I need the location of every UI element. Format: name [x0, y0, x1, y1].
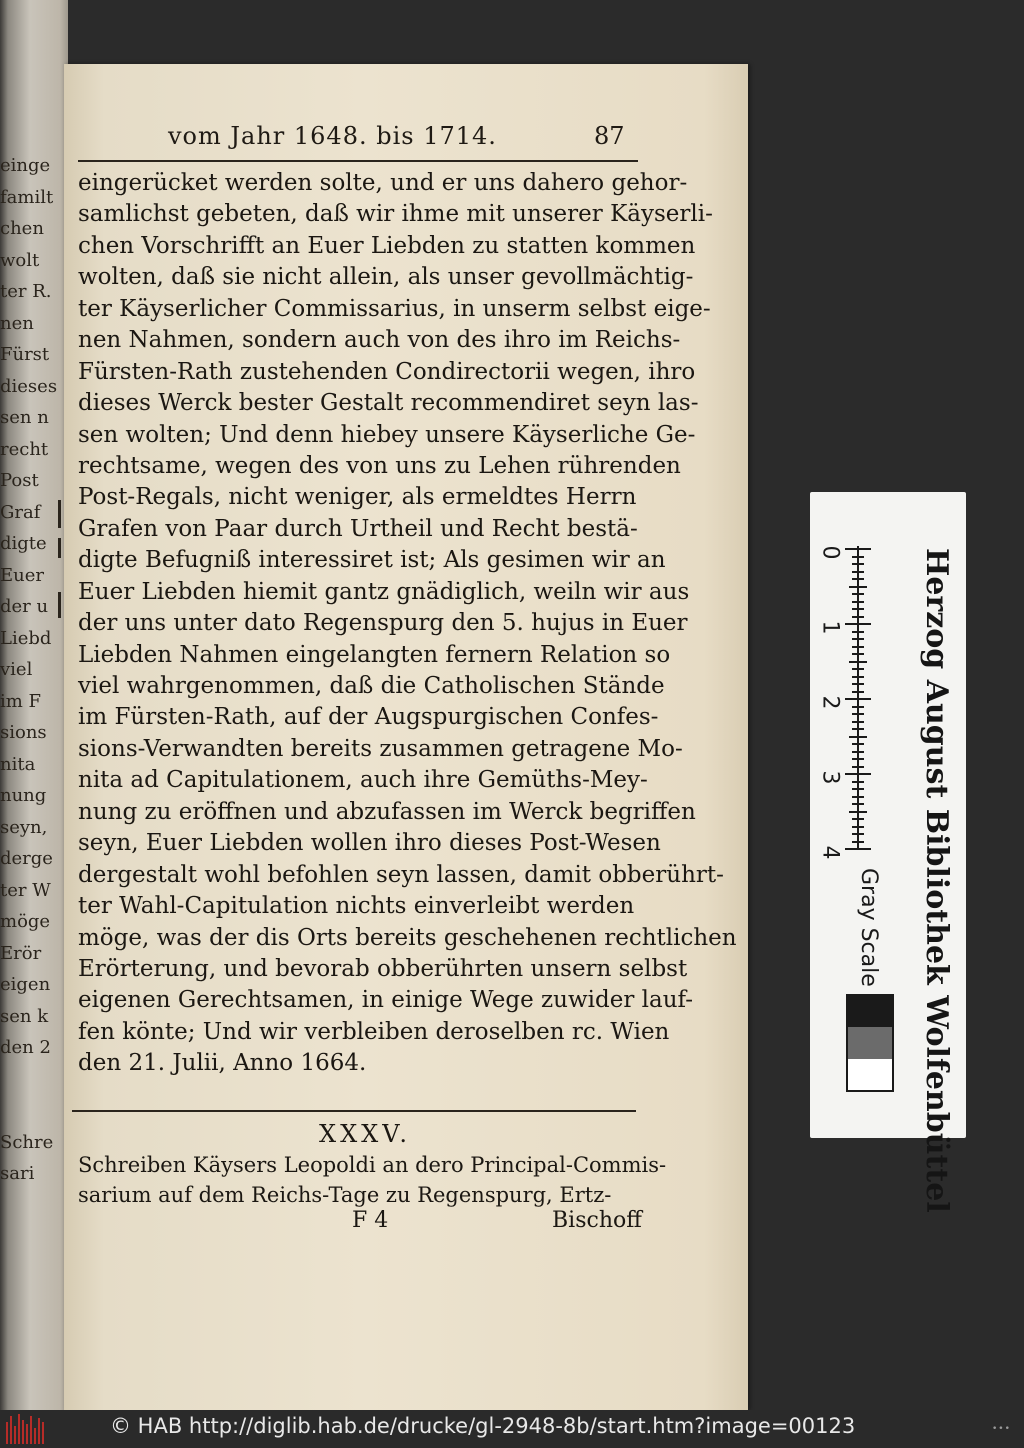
previous-page-line: Euer	[0, 564, 44, 586]
ruler-tick	[852, 578, 864, 580]
gray-scale-label: Gray Scale	[856, 868, 881, 987]
body-line: rechtsame, wegen des von uns zu Lehen rührenden	[78, 452, 681, 479]
barcode-icon	[6, 1412, 46, 1444]
body-line: sen wolten; Und denn hiebey unsere Käyserliche Ge-	[78, 421, 696, 448]
ruler-tick	[845, 773, 871, 775]
ruler-number: 0	[817, 545, 843, 560]
ruler-number: 2	[817, 695, 843, 710]
body-text	[78, 168, 737, 1080]
body-line: Erörterung, und bevorab obberührten unsern selbst	[78, 955, 688, 982]
ruler-tick	[852, 721, 864, 723]
previous-page-line: nen	[0, 312, 34, 334]
section-line: sarium auf dem Reichs-Tage zu Regenspurg, Ertz-	[78, 1183, 612, 1207]
ruler-tick	[852, 788, 864, 790]
previous-page-line: ter W	[0, 879, 51, 901]
previous-page-line	[0, 1064, 62, 1096]
body-line: eigenen Gerechtsamen, in einige Wege zuwider lauf-	[78, 987, 693, 1014]
previous-page-line: der u	[0, 596, 49, 617]
body-line: ter Käyserlicher Commissarius, in unserm selbst eige-	[78, 295, 711, 322]
body-line: sions-Verwandten bereits zusammen getragene Mo-	[78, 735, 683, 762]
previous-page-line: sen n	[0, 407, 49, 428]
body-line: im Fürsten-Rath, auf der Augspurgischen Confes-	[78, 704, 659, 731]
barcode-bar	[22, 1420, 24, 1444]
previous-page-line: Erör	[0, 942, 42, 964]
ruler-tick	[852, 653, 864, 655]
previous-page-line: derge	[0, 848, 53, 869]
section-number: XXXV.	[318, 1120, 412, 1148]
body-line: samlichst gebeten, daß wir ihme mit unserer Käyserli-	[78, 201, 713, 228]
ruler-tick	[852, 601, 864, 603]
section-line: Schreiben Käysers Leopoldi an dero Principal-Commis-	[78, 1153, 667, 1177]
previous-page-line: möge	[0, 911, 51, 932]
previous-page-line: dieses	[0, 375, 58, 397]
body-line: Liebden Nahmen eingelangten fernern Relation so	[78, 641, 671, 668]
previous-page-line: familt	[0, 186, 54, 208]
body-line: digte Befugniß interessiret ist; Als gesimen wir an	[78, 547, 666, 574]
ruler-tick	[852, 728, 864, 730]
ruler-tick	[852, 691, 864, 693]
footer-copyright-link[interactable]: © HAB http://diglib.hab.de/drucke/gl-2948-8b/start.htm?image=00123	[110, 1414, 856, 1438]
section-rule	[72, 1110, 636, 1112]
previous-page-line: digte	[0, 533, 47, 554]
previous-page-line: sions	[0, 722, 47, 743]
ruler	[818, 540, 878, 860]
ruler-tick	[845, 848, 871, 850]
library-name: Herzog August Bibliothek Wolfenbüttel	[919, 548, 954, 1213]
previous-page-line: Fürst	[0, 344, 50, 365]
ruler-tick	[852, 743, 864, 745]
running-head: vom Jahr 1648. bis 1714.	[168, 122, 497, 150]
ruler-number: 4	[817, 845, 843, 860]
catchword: Bischoff	[552, 1208, 642, 1233]
previous-page-line: nita	[0, 753, 36, 775]
ruler-tick	[852, 758, 864, 760]
gray-swatch	[848, 1027, 892, 1058]
ruler-tick	[852, 706, 864, 708]
barcode-bar	[30, 1416, 32, 1444]
page-number: 87	[594, 122, 625, 150]
previous-page-line	[0, 1095, 62, 1127]
ruler-tick	[852, 608, 864, 610]
previous-page-line: eigen	[0, 974, 51, 995]
body-line: Post-Regals, nicht weniger, als ermeldtes Herrn	[78, 484, 637, 511]
previous-page-line: Liebd	[0, 627, 52, 649]
previous-page-line: wolt	[0, 249, 40, 271]
gray-swatch	[848, 1059, 892, 1090]
ruler-tick	[852, 826, 864, 828]
ruler-tick	[852, 766, 864, 768]
previous-page-line: seyn,	[0, 816, 48, 838]
ruler-number: 3	[817, 770, 843, 785]
barcode-bar	[6, 1422, 8, 1444]
previous-page-line: nung	[0, 785, 47, 806]
barcode-bar	[42, 1422, 44, 1444]
ruler-tick	[852, 781, 864, 783]
previous-page-line: Post	[0, 470, 39, 491]
previous-page-line: einge	[0, 155, 51, 176]
previous-page-line: sen k	[0, 1005, 49, 1027]
previous-page-fragment	[0, 150, 62, 1210]
ruler-tick	[849, 661, 867, 663]
barcode-bar	[18, 1414, 20, 1444]
ruler-tick	[849, 736, 867, 738]
ruler-tick	[852, 676, 864, 678]
body-line: fen könte; Und wir verbleiben deroselben rc. Wien	[78, 1018, 670, 1045]
ruler-tick	[852, 668, 864, 670]
ruler-tick	[852, 751, 864, 753]
margin-marks	[56, 500, 66, 620]
body-line: nen Nahmen, sondern auch von des ihro im Reichs-	[78, 327, 681, 354]
ruler-tick	[845, 548, 871, 550]
barcode-bar	[34, 1428, 36, 1444]
body-line: Fürsten-Rath zustehenden Condirectorii wegen, ihro	[78, 358, 696, 385]
signature-mark: F 4	[352, 1208, 389, 1233]
barcode-bar	[38, 1418, 40, 1444]
ruler-tick	[852, 631, 864, 633]
ruler-tick	[852, 571, 864, 573]
previous-page-line: den 2	[0, 1037, 51, 1058]
ruler-tick	[849, 811, 867, 813]
ruler-tick	[852, 563, 864, 565]
body-line: ter Wahl-Capitulation nichts einverleibt werden	[78, 893, 635, 920]
previous-page-line: im F	[0, 690, 42, 712]
body-line: nita ad Capitulationem, auch ihre Gemüths-Mey-	[78, 767, 648, 794]
footer-dots: •••	[992, 1424, 1011, 1434]
ruler-tick	[852, 638, 864, 640]
body-line: chen Vorschrifft an Euer Liebden zu statten kommen	[78, 232, 696, 259]
body-line: dergestalt wohl befohlen seyn lassen, damit obberührt-	[78, 861, 724, 888]
previous-page-line: Graf	[0, 501, 41, 523]
ruler-tick	[852, 833, 864, 835]
ruler-tick	[852, 646, 864, 648]
section-heading-text	[78, 1150, 667, 1210]
previous-page-line: Schre	[0, 1131, 54, 1153]
ruler-tick	[852, 818, 864, 820]
barcode-bar	[14, 1426, 16, 1444]
body-line: dieses Werck bester Gestalt recommendiret seyn las-	[78, 390, 699, 417]
body-line: wolten, daß sie nicht allein, als unser gevollmächtig-	[78, 264, 694, 291]
ruler-number: 1	[817, 620, 843, 635]
ruler-tick	[849, 586, 867, 588]
body-line: viel wahrgenommen, daß die Catholischen Stände	[78, 673, 665, 699]
previous-page-line: viel	[0, 659, 33, 680]
ruler-tick	[852, 841, 864, 843]
gray-scale-swatches	[846, 994, 894, 1092]
header-rule	[78, 160, 638, 162]
ruler-tick	[852, 556, 864, 558]
body-line: der uns unter dato Regenspurg den 5. hujus in Euer	[78, 610, 688, 637]
gray-swatch	[848, 996, 892, 1027]
body-line: eingerücket werden solte, und er uns dahero gehor-	[78, 170, 688, 196]
barcode-bar	[26, 1424, 28, 1444]
body-line: möge, was der dis Orts bereits geschehenen rechtlichen	[78, 924, 737, 951]
ruler-tick	[852, 713, 864, 715]
previous-page-line: chen	[0, 218, 44, 239]
body-line: nung zu eröffnen und abzufassen im Werck begriffen	[78, 798, 696, 825]
ruler-tick	[845, 698, 871, 700]
body-line: den 21. Julii, Anno 1664.	[78, 1050, 367, 1077]
barcode-bar	[10, 1416, 12, 1444]
body-line: Euer Liebden hiemit gantz gnädiglich, weiln wir aus	[78, 578, 690, 605]
ruler-tick	[852, 683, 864, 685]
ruler-tick	[845, 623, 871, 625]
body-line: Grafen von Paar durch Urtheil und Recht bestä-	[78, 515, 638, 542]
previous-page-line: sari	[0, 1163, 35, 1184]
ruler-tick	[852, 796, 864, 798]
body-line: seyn, Euer Liebden wollen ihro dieses Post-Wesen	[78, 830, 661, 857]
previous-page-line: ter R.	[0, 281, 52, 302]
previous-page-line: recht	[0, 438, 49, 460]
ruler-tick	[852, 616, 864, 618]
ruler-tick	[852, 593, 864, 595]
ruler-tick	[852, 803, 864, 805]
